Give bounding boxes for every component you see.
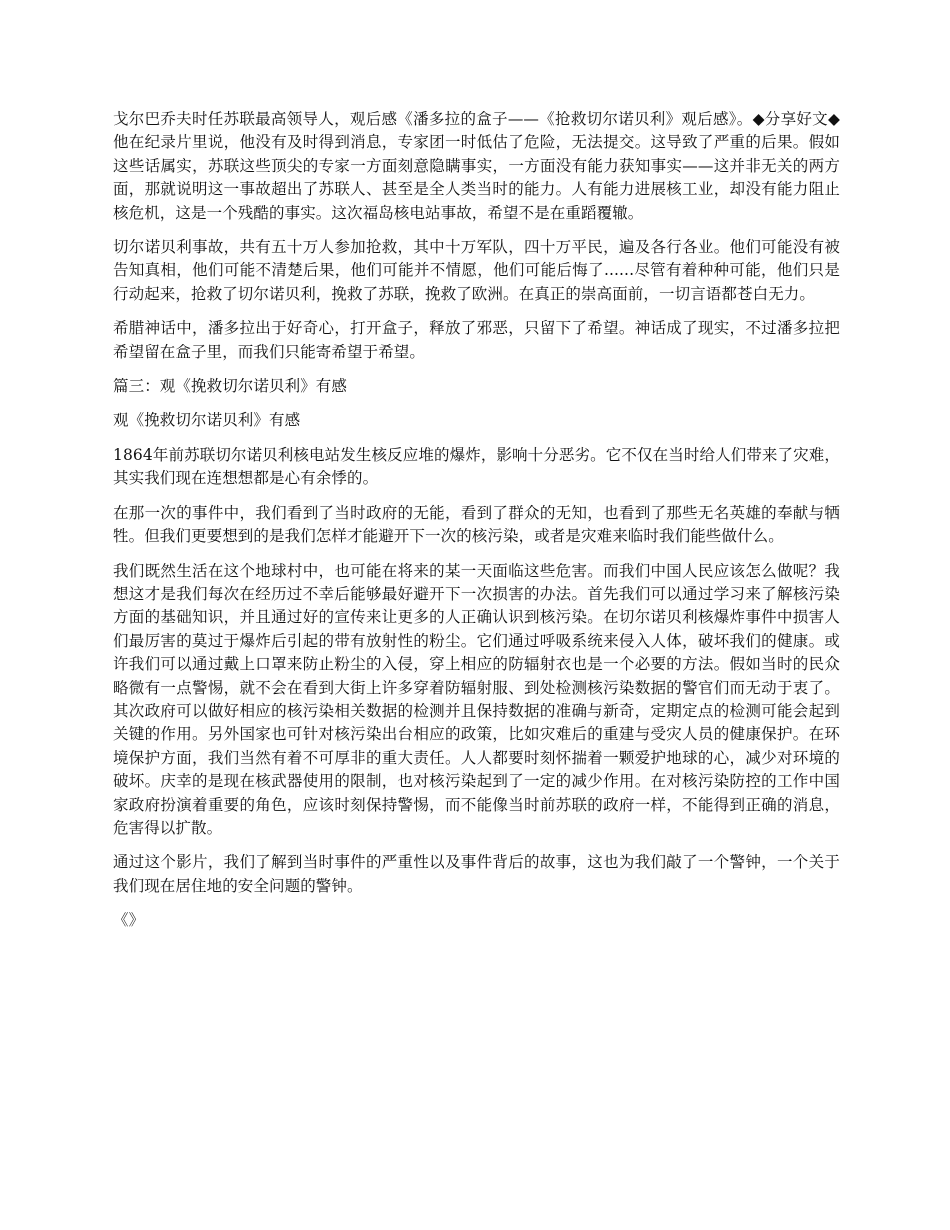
paragraph-5: 在那一次的事件中，我们看到了当时政府的无能，看到了群众的无知，也看到了那些无名英雄的奉献与牺牲。但我们更要想到的是我们怎样才能避开下一次的核污染，或者是灾难来临时我们能些做什么。 (113, 503, 840, 546)
paragraph-7: 通过这个影片，我们了解到当时事件的严重性以及事件背后的故事，这也为我们敲了一个警钟，一个关于我们现在居住地的安全问题的警钟。 (113, 853, 840, 895)
paragraph-4: 1864年前苏联切尔诺贝利核电站发生核反应堆的爆炸，影响十分恶劣。它不仅在当时给人们带来了灾难，其实我们现在连想想都是心有余悸的。 (113, 445, 840, 488)
paragraph-1: 戈尔巴乔夫时任苏联最高领导人，观后感《潘多拉的盒子——《抢救切尔诺贝利》观后感》。◆分享好文◆他在纪录片里说，他没有及时得到消息，专家团一时低估了危险，无法提交。这导致了严重的后果。假如这些话属实，苏联这些顶尖的专家一方面刻意隐瞒事实，一方面没有能力获知事实——这并非无关的两方面，那就说明这一事故超出了苏联人、甚至是全人类当时的能力。人有能力进展核工业，却没有能力阻止核危机，这是一个残酷的事实。这次福岛核电站事故，希望不是在重蹈覆辙。 (113, 110, 840, 222)
paragraph-3: 希腊神话中，潘多拉出于好奇心，打开盒子，释放了邪恶，只留下了希望。神话成了现实，不过潘多拉把希望留在盒子里，而我们只能寄希望于希望。 (113, 319, 840, 361)
article-title: 观《挽救切尔诺贝利》有感 (113, 411, 301, 430)
closing-mark: 《》 (113, 911, 145, 930)
paragraph-6: 我们既然生活在这个地球村中，也可能在将来的某一天面临这些危害。而我们中国人民应该怎么做呢？我想这才是我们每次在经历过不幸后能够最好避开下一次损害的办法。首先我们可以通过学习来了解核污染方面的基础知识，并且通过好的宣传来让更多的人正确认识到核污染。在切尔诺贝利核爆炸事件中损害人们最厉害的莫过于爆炸后引起的带有放射性的粉尘。它们通过呼吸系统来侵入人体，破坏我们的健康。或许我们可以通过戴上口罩来防止粉尘的入侵，穿上相应的防辐射衣也是一个必要的方法。假如当时的民众略微有一点警惕，就不会在看到大街上许多穿着防辐射服、到处检测核污染数据的警官们而无动于衷了。其次政府可以做好相应的核污染相关数据的检测并且保持数据的准确与新奇，定期定点的检测可能会起到关键的作用。另外国家也可针对核污染出台相应的政策，比如灾难后的重建与受灾人员的健康保护。在环境保护方面，我们当然有着不可厚非的重大责任。人人都要时刻怀揣着一颗爱护地球的心，减少对环境的破坏。庆幸的是现在核武器使用的限制，也对核污染起到了一定的减少作用。在对核污染防控的工作中国家政府扮演着重要的角色，应该时刻保持警惕，而不能像当时前苏联的政府一样，不能得到正确的消息，危害得以扩散。 (113, 561, 840, 837)
paragraph-2: 切尔诺贝利事故，共有五十万人参加抢救，其中十万军队，四十万平民，遍及各行各业。他们可能没有被告知真相，他们可能不清楚后果，他们可能并不情愿，他们可能后悔了......尽管有着种种可能，他们只是行动起来，抢救了切尔诺贝利，挽救了苏联，挽救了欧洲。在真正的崇高面前，一切言语都苍白无力。 (113, 238, 840, 303)
document-body (113, 108, 840, 944)
section-heading: 篇三：观《挽救切尔诺贝利》有感 (113, 377, 348, 396)
